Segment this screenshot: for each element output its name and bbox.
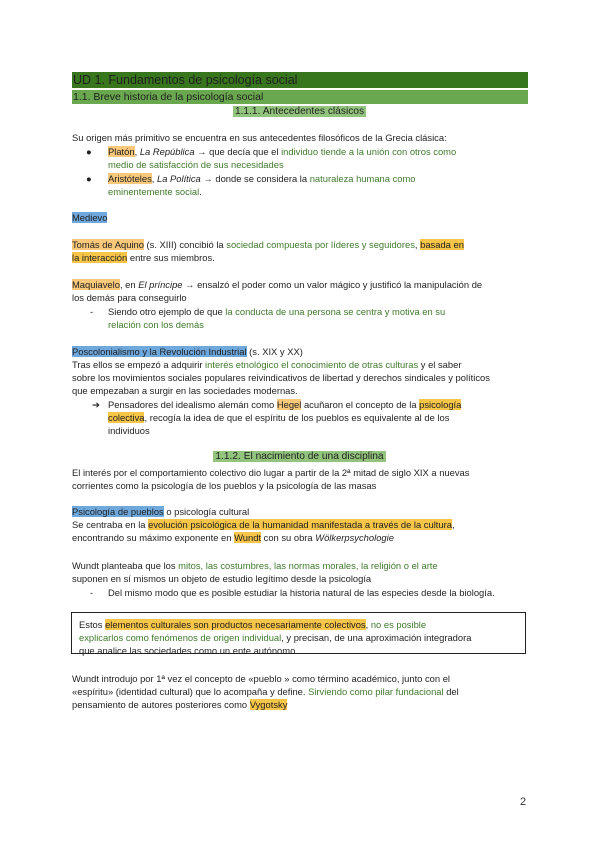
bullet-icon: ●: [86, 146, 92, 157]
tomas-paragraph: Tomás de Aquino (s. XIII) concibió la sociedad compuesta por líderes y seguidores, basada en la interacción entre sus miembros.: [72, 239, 464, 263]
bullet-icon: ●: [86, 173, 92, 184]
subsection-heading-nacimiento: 1.1.2. El nacimiento de una disciplina: [215, 451, 384, 462]
platon-name: Platón: [108, 146, 135, 157]
platon-work: La República: [139, 146, 195, 157]
intro-paragraph: Su origen más primitivo se encuentra en sus antecedentes filosóficos de la Grecia clásica:: [72, 132, 447, 143]
chapter-heading: UD 1. Fundamentos de psicología social: [72, 72, 528, 88]
wundt-subitem: - Del mismo modo que es posible estudiar la historia natural de las especies desde la biología.: [90, 587, 495, 598]
final-paragraph: Wundt introdujo por 1ª vez el concepto de «pueblo » como término académico, junto con el «espíritu» (identidad cultural) que lo acompaña y define. Sirviendo como pilar fundacional del pensamiento de autores posteriores como Vygotsky: [72, 673, 459, 710]
poscolonial-paragraph: Poscolonialismo y la Revolución Industrial (s. XIX y XX) Tras ellos se empezó a adquirir interés etnológico el conocimiento de otras culturas y el saber sobre los movimientos sociales populares reivindicativos de libertad y derechos sindicales y políticos que empezaban a surgir en las sociedades modernas.: [72, 346, 490, 396]
aristoteles-name: Aristóteles: [108, 173, 152, 184]
arrow-bullet-icon: ➔: [92, 399, 100, 410]
aristoteles-work: La Política: [157, 173, 201, 184]
dash-bullet: -: [90, 587, 94, 598]
page-number: 2: [520, 796, 527, 808]
note-box: Estos elementos culturales son productos necesariamente colectivos, no es posible explicarlos como fenómenos de origen individual, y precisan, de una aproximación integradora que analice las sociedades como un ente autónomo: [71, 612, 526, 654]
section-heading: 1.1. Breve historia de la psicología social: [72, 90, 528, 104]
pueblos-paragraph: Psicología de pueblos o psicología cultural Se centraba en la evolución psicológica de la humanidad manifestada a través de la cultura, encontrando su máximo exponente en Wundt con su obra Wölkerpsychologie: [72, 506, 455, 543]
poscolonial-subitem: ➔ Pensadores del idealismo alemán como Hegel acuñaron el concepto de la psicología colectiva, recogía la idea de que el espíritu de los pueblos es equivalente al de los individuos: [92, 399, 462, 436]
subsection-heading-antecedentes: 1.1.1. Antecedentes clásicos: [234, 106, 365, 117]
nacimiento-paragraph: El interés por el comportamiento colectivo dio lugar a partir de la 2ª mitad de siglo XIX a nuevas corrientes como la psicología de los pueblos y la psicología de las masas: [72, 467, 470, 491]
maquiavelo-paragraph: Maquiavelo, en El príncipe → ensalzó el poder como un valor mágico y justificó la manipulación de los demás para conseguirlo: [72, 279, 483, 303]
list-item-aristoteles: ● Aristóteles, La Política → donde se considera la naturaleza humana como eminentemente social.: [86, 173, 416, 197]
maquiavelo-subitem: - Siendo otro ejemplo de que la conducta de una persona se centra y motiva en su relación con los demás: [90, 306, 446, 330]
wundt-paragraph: Wundt planteaba que los mitos, las costumbres, las normas morales, la religión o el arte suponen en sí mismos un objeto de estudio legítimo desde la psicología: [72, 560, 438, 584]
medievo-label: Medievo: [72, 212, 108, 223]
dash-bullet: -: [90, 306, 94, 317]
list-item-platon: ● Platón, La República → que decía que el individuo tiende a la unión con otros como medio de satisfacción de sus necesidades: [86, 146, 457, 170]
